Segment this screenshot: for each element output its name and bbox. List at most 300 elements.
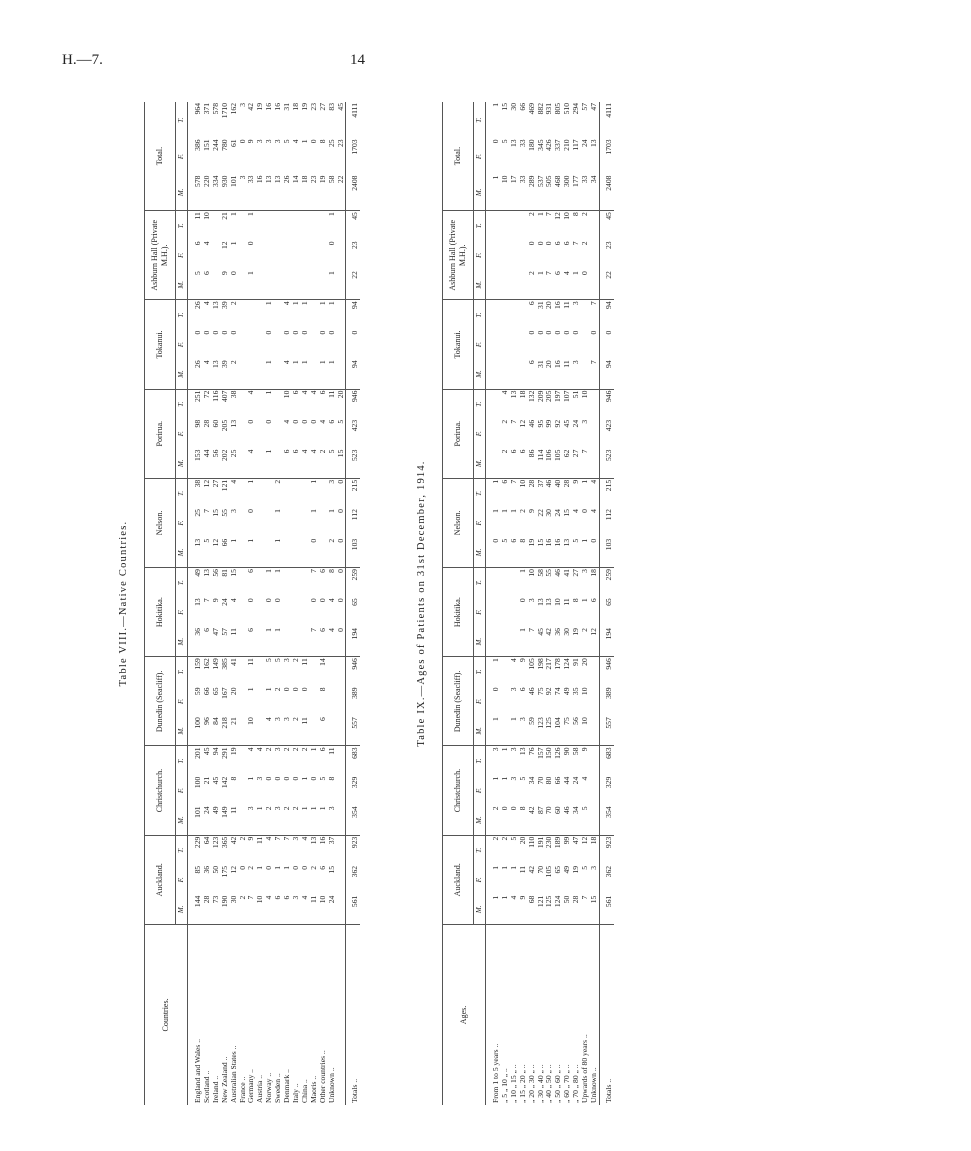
table-cell: 0 (299, 419, 309, 424)
table-cell: 12 (517, 419, 527, 428)
table-cell: 18 (588, 836, 598, 845)
table-cell (337, 300, 346, 330)
table-cell: 10 (501, 175, 510, 211)
table-cell: 259 (599, 568, 613, 598)
table-cell: 2 (526, 212, 536, 216)
table-cell: 74 (553, 687, 563, 696)
row-label: „ 20 „ 30 „ .. (526, 1064, 536, 1103)
table-row (239, 102, 248, 1105)
table-cell: 94 (346, 300, 360, 330)
row-label: China .. (299, 1079, 309, 1103)
table-cell (328, 657, 337, 687)
table-cell: 1 (572, 270, 581, 300)
table-cell: 16 (273, 103, 283, 111)
table-cell: 259 (346, 568, 360, 598)
table-cell: 0 (264, 598, 274, 603)
table-cell: 42 (526, 865, 536, 874)
table-cell (283, 627, 292, 657)
table-cell: 25 (326, 139, 336, 148)
table-cell (265, 211, 274, 241)
table-cell: 6 (519, 449, 528, 479)
table-cell: 2408 (599, 175, 613, 211)
table-cell: 33 (517, 139, 527, 148)
table-cell (486, 568, 501, 598)
table-cell (590, 805, 599, 835)
table-cell: 57 (221, 627, 230, 657)
table-cell: 20 (544, 301, 554, 309)
table-cell: 4 (308, 390, 318, 395)
table-cell: 13 (228, 419, 238, 428)
table-cell: 4 (201, 241, 211, 246)
table-cell (486, 211, 501, 241)
table-cell: 0 (337, 538, 346, 568)
table-cell (256, 211, 265, 241)
table-cell: 19 (299, 103, 309, 111)
table-cell: 4 (283, 359, 292, 389)
table-cell: 99 (562, 836, 572, 845)
sex-subheader: M. (176, 538, 188, 568)
table-cell: 80 (544, 776, 554, 785)
table-cell: 27 (571, 569, 581, 577)
table-cell: 6 (317, 747, 327, 752)
table-cell (337, 835, 346, 865)
table-cell: 0 (588, 330, 598, 335)
table-cell: 0 (581, 270, 590, 300)
table-cell: 3 (228, 509, 238, 513)
row-label: New Zealand .. (219, 1056, 229, 1103)
column-header-institution: Tokanui. (145, 300, 176, 389)
table-cell (501, 240, 510, 270)
table-cell: 70 (535, 865, 545, 874)
table-cell: 6 (317, 865, 327, 870)
table-cell: 6 (588, 598, 598, 603)
table-cell (486, 300, 501, 330)
table-cell: 18 (588, 569, 598, 577)
table-cell: 329 (346, 776, 360, 806)
sex-subheader: T. (176, 389, 188, 419)
table-cell: 13 (563, 538, 572, 568)
table-cell: 37 (326, 836, 336, 845)
table-cell: 46 (553, 569, 563, 577)
sex-subheader: F. (474, 508, 486, 538)
table-cell: 34 (572, 805, 581, 835)
table-cell: 46 (544, 479, 554, 488)
table-cell: 4 (299, 390, 309, 395)
table-cell: 10 (581, 716, 590, 746)
table-cell: 117 (571, 139, 581, 151)
table-cell: 35 (571, 687, 581, 696)
table-cell: 37 (535, 479, 545, 488)
table-cell: 2 (328, 538, 337, 568)
table-cell (274, 270, 283, 300)
table-cell: 1 (246, 687, 256, 692)
table-cell: 3 (274, 805, 283, 835)
table-cell (283, 270, 292, 300)
sex-subheader: T. (474, 746, 486, 776)
table-cell: 104 (554, 716, 563, 746)
table-cell (292, 211, 301, 241)
table-cell: 65 (553, 865, 563, 874)
table-cell: 2 (292, 805, 301, 835)
table-cell (265, 270, 274, 300)
sex-subheader: M. (474, 449, 486, 479)
table-row (292, 102, 301, 1105)
table-cell: 70 (545, 805, 554, 835)
table-cell: 371 (201, 103, 211, 115)
table-cell (337, 211, 346, 241)
table-cell (283, 597, 292, 627)
table-cell (337, 895, 346, 925)
table-cell: 4 (290, 139, 300, 144)
table-cell: 6 (554, 270, 563, 300)
table-cell: 57 (580, 103, 590, 111)
table-cell: 505 (545, 175, 554, 211)
table-ix-block (408, 102, 971, 1105)
table-cell (510, 240, 519, 270)
table-cell: 13 (188, 538, 203, 568)
table-cell: 4 (255, 747, 265, 752)
row-label: „ 30 „ 40 „ .. (535, 1064, 545, 1103)
table-cell: 1 (486, 716, 501, 746)
column-header-institution: Porirua. (145, 389, 176, 478)
table-cell: 5 (317, 776, 327, 781)
table-cell: 5 (335, 419, 345, 424)
table-cell: 4 (301, 449, 310, 479)
table-cell: 0 (299, 687, 309, 692)
table-row (221, 102, 230, 1105)
table-cell (337, 657, 346, 687)
table-cell: 5 (264, 658, 274, 663)
table-cell: 50 (563, 895, 572, 925)
table-cell: 125 (545, 895, 554, 925)
table-cell: 66 (517, 103, 527, 111)
table-cell: 124 (562, 658, 572, 670)
table-viii (144, 102, 360, 1105)
row-label: Maoris .. (308, 1075, 318, 1103)
table-cell: 66 (553, 776, 563, 785)
table-cell (337, 716, 346, 746)
table-cell: 23 (599, 240, 613, 270)
table-row (256, 102, 265, 1105)
table-cell: 468 (554, 175, 563, 211)
table-cell: 7 (201, 509, 211, 513)
table-cell: 45 (210, 776, 220, 785)
table-cell: 27 (572, 449, 581, 479)
sex-subheader: M. (474, 805, 486, 835)
table-cell: 3 (274, 716, 283, 746)
table-cell: 112 (599, 508, 613, 538)
row-label: Unknown .. (588, 1067, 598, 1103)
table-cell: 84 (212, 716, 221, 746)
table-cell: 1 (499, 776, 509, 781)
table-cell: 0 (237, 139, 247, 144)
table-cell: 946 (599, 657, 613, 687)
table-cell: 28 (201, 419, 211, 428)
table-cell: 1 (486, 895, 501, 925)
table-cell: 26 (283, 175, 292, 211)
table-cell: 4 (508, 658, 518, 663)
table-cell: 125 (545, 716, 554, 746)
table-cell: 1 (273, 569, 283, 573)
table-row (486, 102, 501, 1105)
table-cell: 10 (580, 390, 590, 399)
table-cell (590, 211, 599, 241)
table-cell: 7 (201, 598, 211, 603)
table-cell: 2 (499, 836, 509, 841)
sex-subheader: F. (176, 330, 188, 360)
table-cell: 1 (265, 449, 274, 479)
sex-subheader: M. (474, 716, 486, 746)
table-cell: 946 (346, 657, 360, 687)
table-cell (486, 359, 501, 389)
sex-subheader: T. (474, 835, 486, 865)
table-cell: 10 (562, 212, 572, 220)
table-cell: 1 (247, 538, 256, 568)
table-cell: 3 (237, 103, 247, 107)
table-cell: 2 (283, 805, 292, 835)
table-row (510, 102, 519, 1105)
table-cell (590, 687, 599, 717)
table-cell: 8 (317, 687, 327, 692)
table-cell: 6 (290, 390, 300, 395)
table-cell: 11 (562, 301, 572, 309)
table-cell: 9 (519, 895, 528, 925)
table-cell: 882 (535, 103, 545, 115)
table-cell (486, 389, 501, 419)
table-cell (283, 478, 292, 508)
table-cell: 45 (201, 747, 211, 756)
table-cell: 5 (203, 538, 212, 568)
table-cell: 65 (210, 687, 220, 696)
table-cell (256, 330, 265, 360)
table-cell: 106 (545, 449, 554, 479)
table-cell: 294 (571, 103, 581, 115)
table-cell: 44 (203, 449, 212, 479)
table-cell: 149 (221, 805, 230, 835)
table-cell: 46 (526, 419, 536, 428)
table-cell: 142 (219, 776, 229, 789)
sex-subheader: T. (176, 657, 188, 687)
table-cell: 291 (219, 747, 229, 759)
table-cell: 0 (273, 598, 283, 603)
table-cell: 220 (203, 175, 212, 211)
table-cell: 2 (319, 449, 328, 479)
row-label: „ 50 „ 60 „ .. (553, 1064, 563, 1103)
table-cell: 423 (346, 419, 360, 449)
table-cell: 0 (246, 419, 256, 424)
table-cell: 49 (193, 569, 202, 577)
table-cell (501, 270, 510, 300)
table-cell: 215 (346, 478, 360, 508)
row-label: Unknown .. (326, 1067, 336, 1103)
table-cell: 162 (201, 658, 211, 670)
table-cell: 3 (508, 687, 518, 692)
table-cell: 4 (563, 270, 572, 300)
table-cell: 0 (273, 776, 283, 781)
table-cell: 14 (317, 658, 327, 666)
table-cell: 0 (219, 330, 229, 335)
column-header-institution: Christchurch. (145, 746, 176, 835)
table-cell: 2 (264, 747, 274, 752)
table-cell: 6 (246, 569, 256, 573)
table-cell: 10 (553, 598, 563, 606)
table-cell: 578 (188, 175, 203, 211)
table-cell: 64 (201, 836, 211, 845)
table-cell: 24 (571, 419, 581, 428)
table-cell (301, 211, 310, 241)
table-cell: 1 (508, 865, 518, 870)
table-cell: 4 (265, 716, 274, 746)
table-cell: 230 (544, 836, 554, 849)
table-cell: 123 (210, 836, 220, 849)
table-row (203, 102, 212, 1105)
table-cell: 7 (581, 449, 590, 479)
table-cell: 2 (228, 301, 238, 306)
table-cell: 10 (247, 716, 256, 746)
table-cell: 12 (553, 212, 563, 220)
table-cell: 11 (230, 805, 239, 835)
table-cell (247, 359, 256, 389)
table-cell: 24 (328, 895, 337, 925)
sex-subheader: M. (474, 270, 486, 300)
table-cell: 194 (346, 627, 360, 657)
table-cell (486, 270, 501, 300)
table-cell (590, 716, 599, 746)
table-row (337, 102, 346, 1105)
table-cell: 198 (535, 658, 545, 670)
table-cell: 17 (510, 175, 519, 211)
table-cell: 103 (599, 538, 613, 568)
table-cell: 13 (212, 359, 221, 389)
table-cell: 6 (562, 241, 572, 246)
table-cell: 229 (193, 836, 202, 849)
table-cell: 3 (588, 865, 598, 870)
sex-subheader: F. (176, 687, 188, 717)
table-cell: 0 (310, 538, 319, 568)
table-cell: 21 (230, 716, 239, 746)
table-cell: 1 (282, 865, 292, 870)
table-row (328, 102, 337, 1105)
table-cell: 7 (273, 836, 283, 841)
table-cell: 780 (219, 139, 229, 151)
table-cell: 1 (273, 509, 283, 513)
table-row (563, 102, 572, 1105)
table-cell: 1 (581, 538, 590, 568)
table-cell: 11 (562, 598, 572, 606)
table-cell: 56 (212, 449, 221, 479)
table-cell: 1 (246, 479, 256, 484)
table-cell: 45 (346, 211, 360, 241)
sex-subheader: T. (176, 835, 188, 865)
table-cell: 2408 (346, 175, 360, 211)
table-cell: 557 (346, 716, 360, 746)
table-cell: 0 (299, 865, 309, 870)
table-cell: 18 (290, 103, 300, 111)
table-cell: 1 (308, 509, 318, 513)
table-cell: 94 (346, 359, 360, 389)
sex-subheader: T. (176, 746, 188, 776)
table-cell: 9 (246, 836, 256, 841)
table-cell: 510 (562, 103, 572, 115)
table-cell: 19 (319, 175, 328, 211)
table-cell: 105 (526, 658, 536, 670)
table-cell: 0 (193, 330, 202, 335)
table-cell: 537 (537, 175, 546, 211)
table-cell: 31 (535, 301, 545, 309)
table-cell: 42 (528, 805, 537, 835)
table-cell: 72 (201, 390, 211, 399)
table-cell: 2 (282, 747, 292, 752)
table-cell: 12 (201, 479, 211, 488)
table-cell: 73 (212, 895, 221, 925)
table-cell: 0 (510, 805, 519, 835)
table-cell (590, 240, 599, 270)
table-cell: 44 (562, 776, 572, 785)
table-cell: 3 (247, 805, 256, 835)
table-cell: 1 (256, 805, 265, 835)
table-cell: 205 (544, 390, 554, 402)
table-cell: 210 (562, 139, 572, 151)
table-cell: 1 (230, 538, 239, 568)
table-cell: 65 (599, 597, 613, 627)
table-cell: 8 (326, 569, 336, 573)
table-cell: 1 (246, 776, 256, 781)
table-cell: 42 (545, 627, 554, 657)
table-cell: 58 (535, 569, 545, 577)
table-cell (301, 270, 310, 300)
table-cell (590, 657, 599, 687)
row-label: From 1 to 5 years .. (491, 1043, 500, 1103)
table-cell: 13 (535, 598, 545, 606)
row-label: „ 5 „ 10 „ .. (499, 1068, 509, 1103)
table-cell (337, 776, 346, 806)
table-cell: 1 (491, 479, 500, 484)
table-cell: 11 (299, 658, 309, 666)
table-cell: 7 (588, 301, 598, 306)
table-cell: 19 (255, 103, 265, 111)
table-cell: 10 (517, 479, 527, 488)
table-cell (301, 240, 310, 270)
page-ref: H.—7. (62, 52, 103, 68)
table-cell: 0 (264, 865, 274, 870)
table-cell: 11 (326, 390, 336, 398)
table-cell (590, 389, 599, 419)
table-cell: 30 (230, 895, 239, 925)
table-cell: 1 (486, 175, 501, 211)
table-cell: 218 (221, 716, 230, 746)
sex-subheader: M. (474, 895, 486, 925)
sex-subheader: F. (474, 330, 486, 360)
table-cell: 523 (346, 449, 360, 479)
table-cell: 114 (537, 449, 546, 479)
table-cell (239, 359, 248, 389)
table-cell: 83 (326, 103, 336, 111)
table-cell: 49 (212, 805, 221, 835)
sex-subheader: M. (176, 359, 188, 389)
table-cell (337, 746, 346, 776)
table-cell: 7 (308, 569, 318, 573)
table-cell: 7 (528, 627, 537, 657)
table-cell: 217 (544, 658, 554, 670)
table-cell (310, 270, 319, 300)
table-cell (292, 270, 301, 300)
table-cell (292, 240, 301, 270)
table-cell (292, 597, 301, 627)
table-cell: 22 (346, 270, 360, 300)
table-cell: 2 (499, 419, 509, 424)
table-cell: 15 (590, 895, 599, 925)
table-cell: 407 (219, 390, 229, 402)
